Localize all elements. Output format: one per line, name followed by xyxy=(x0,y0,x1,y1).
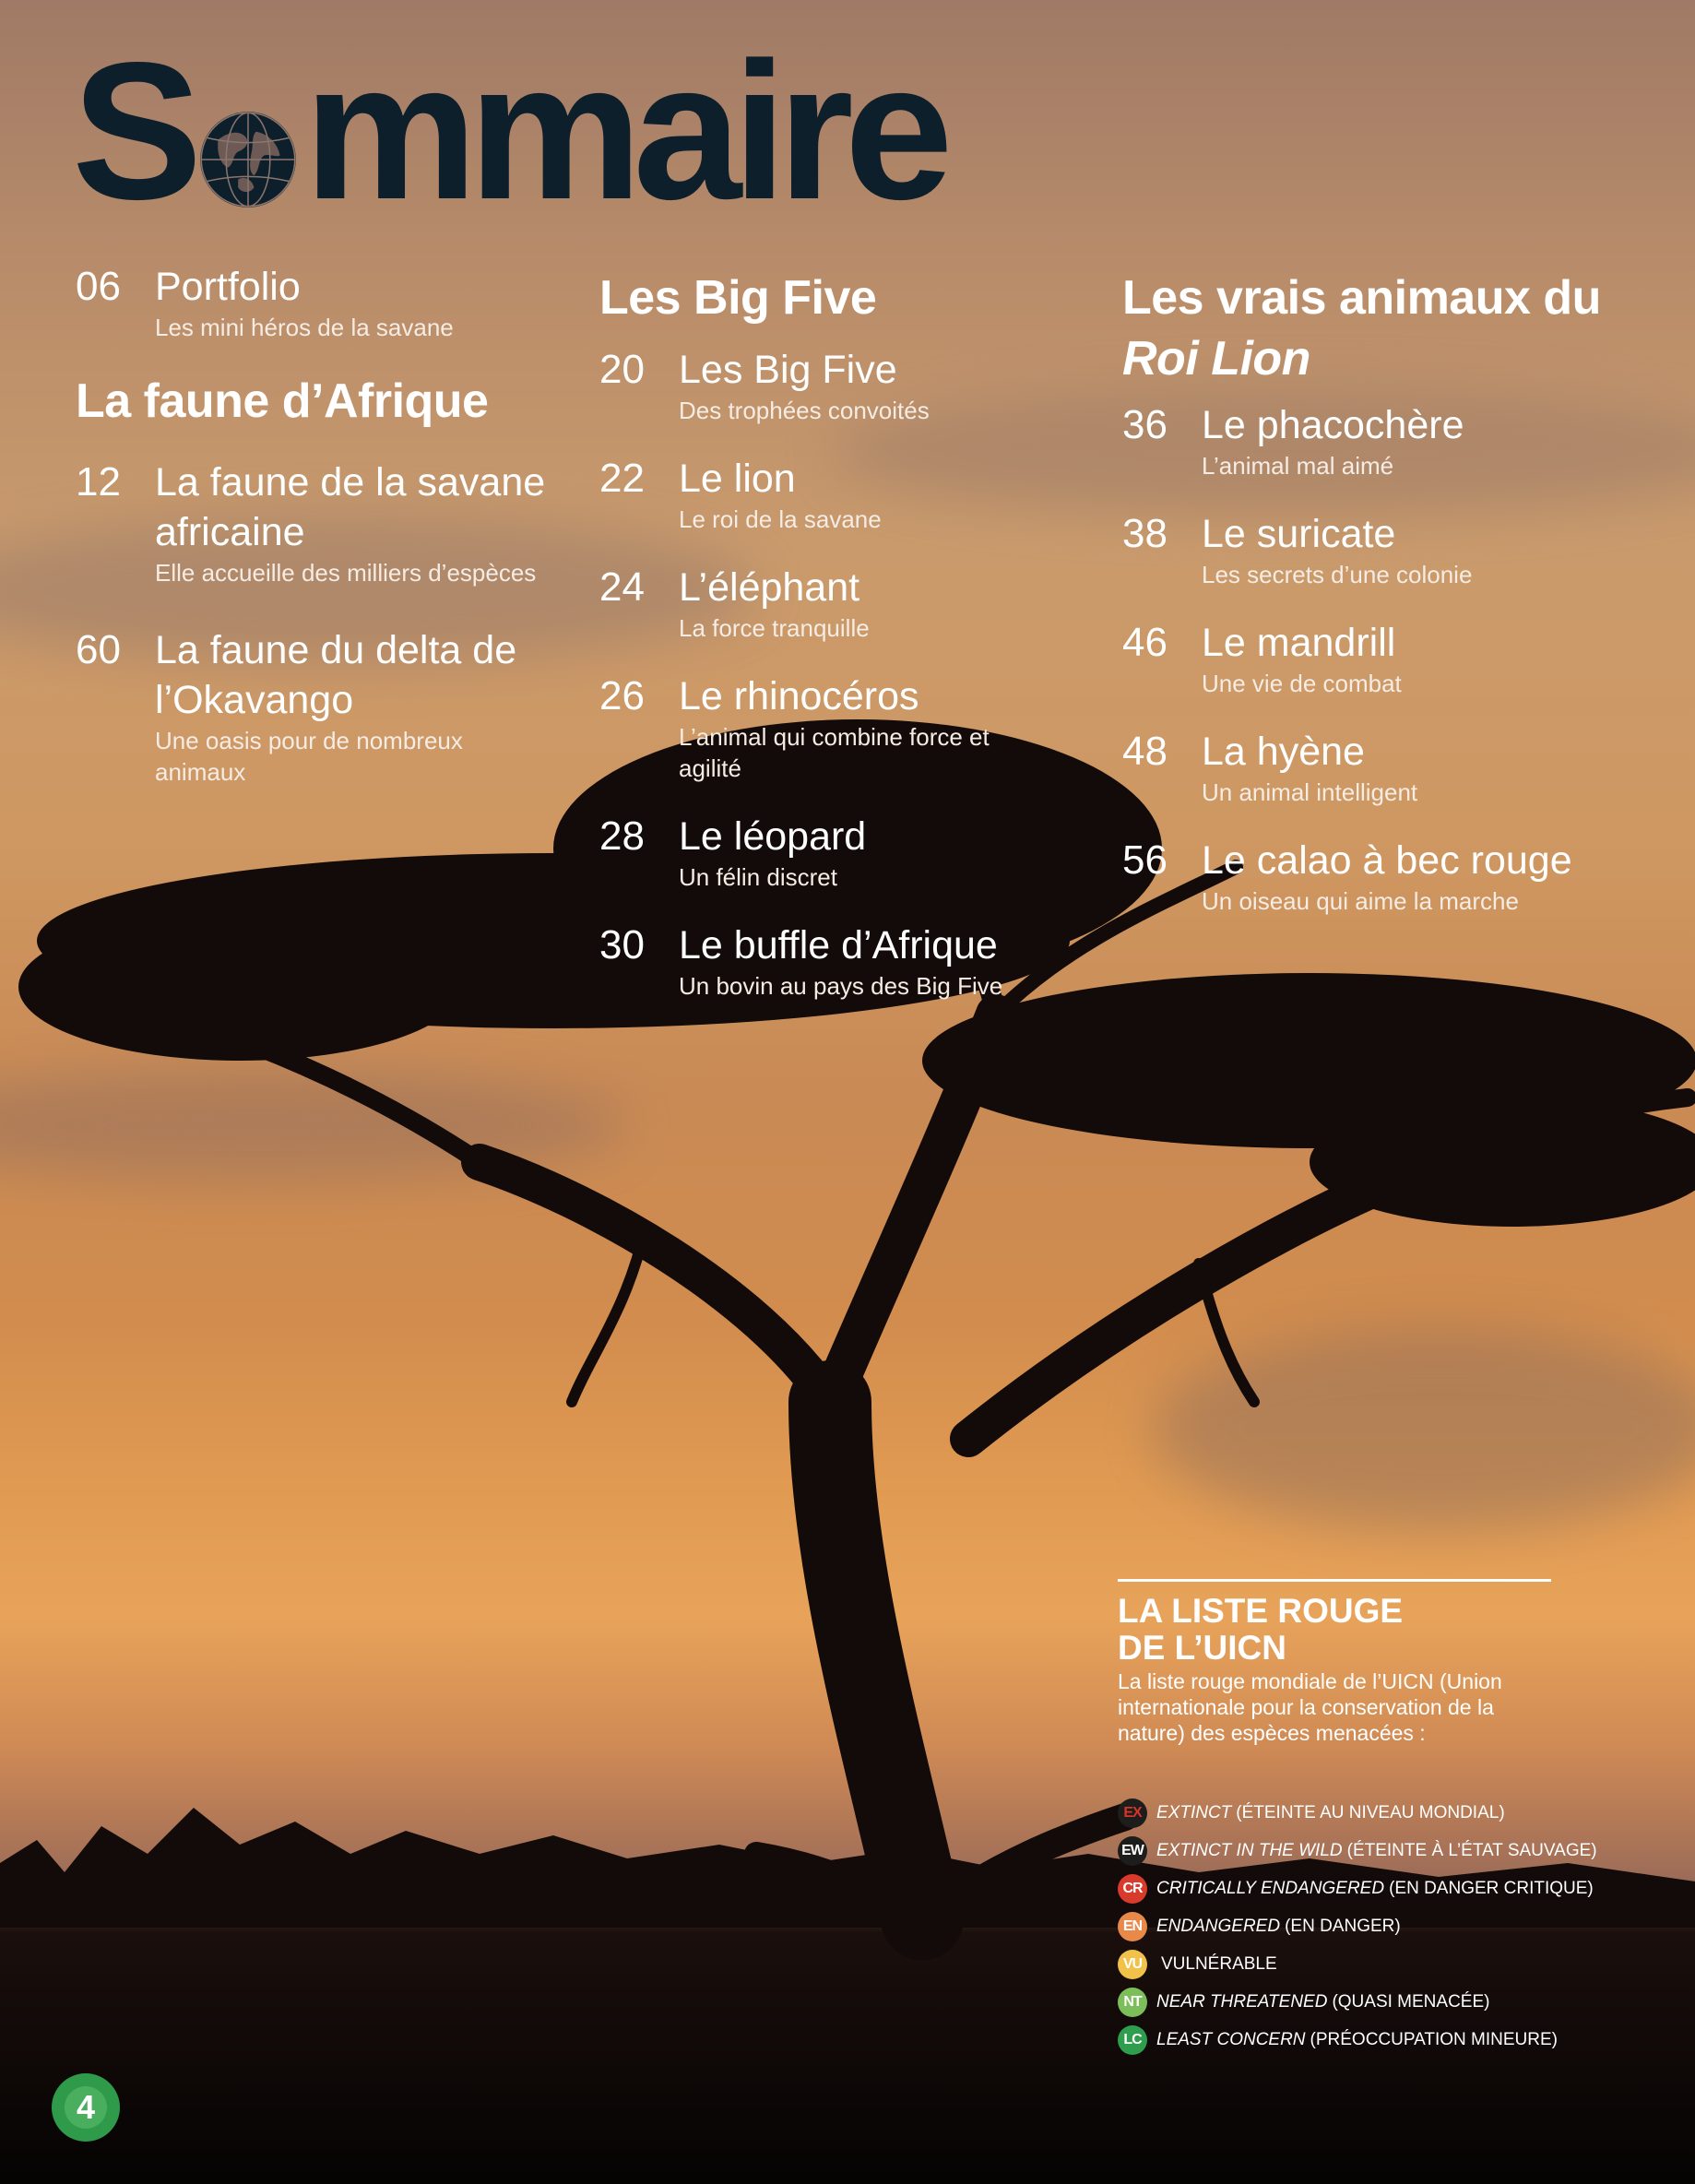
toc-column-1 xyxy=(76,262,555,788)
status-badge: LC xyxy=(1118,2025,1147,2055)
legend-text: (QUASI MENACÉE) xyxy=(1332,1991,1490,2012)
entry-title: La hyène xyxy=(1202,730,1365,774)
toc-entry[interactable] xyxy=(1122,727,1639,808)
page-number-badge xyxy=(52,2073,120,2142)
toc-entry[interactable] xyxy=(1122,509,1639,590)
legend-item xyxy=(1118,1983,1551,2021)
toc-entry[interactable] xyxy=(599,920,1079,1002)
section-heading: La faune d’Afrique xyxy=(76,374,489,428)
legend-item xyxy=(1118,1869,1594,1907)
legend-text: (EN DANGER) xyxy=(1285,1916,1401,1936)
divider xyxy=(1118,1579,1551,1582)
uicn-heading-line2: DE L’UICN xyxy=(1118,1629,1286,1667)
entry-subtitle: Des trophées convoités xyxy=(679,397,930,424)
entry-subtitle: Un bovin au pays des Big Five xyxy=(679,972,1003,1000)
page-number-label: 12 xyxy=(76,459,121,504)
status-badge: CR xyxy=(1118,1874,1147,1904)
entry-title: L’éléphant xyxy=(679,565,860,610)
toc-entry[interactable] xyxy=(1122,400,1639,481)
toc-entry[interactable] xyxy=(599,345,1079,426)
entry-title: Le léopard xyxy=(679,814,867,859)
legend-text: (ÉTEINTE AU NIVEAU MONDIAL) xyxy=(1236,1802,1505,1822)
legend-italic: ENDANGERED xyxy=(1156,1916,1281,1936)
toc-entry[interactable] xyxy=(599,812,1079,893)
uicn-red-list-box xyxy=(1118,1579,1597,2059)
legend-item xyxy=(1118,2021,1558,2059)
toc-column-2 xyxy=(599,267,1079,1002)
page-number-label: 26 xyxy=(599,673,645,718)
entry-title: Le suricate xyxy=(1202,512,1396,556)
page-number-label: 60 xyxy=(76,627,121,672)
legend-italic: LEAST CONCERN xyxy=(1156,2029,1306,2049)
toc-entry[interactable] xyxy=(1122,836,1639,917)
entry-subtitle: L’animal mal aimé xyxy=(1202,452,1394,480)
legend-item xyxy=(1118,1945,1551,1983)
status-badge: EN xyxy=(1118,1912,1147,1941)
section-heading: Les Big Five xyxy=(599,271,877,325)
entry-title: Le mandrill xyxy=(1202,621,1396,665)
toc-entry[interactable] xyxy=(599,671,1079,784)
globe-icon xyxy=(198,110,298,209)
legend-italic: EXTINCT xyxy=(1156,1802,1232,1822)
page-number-label: 30 xyxy=(599,922,645,967)
title-text-after: mmaire xyxy=(303,21,944,240)
entry-title: Portfolio xyxy=(155,265,301,309)
legend-item xyxy=(1118,1832,1597,1869)
legend-text: (PRÉOCCUPATION MINEURE) xyxy=(1310,2029,1558,2049)
section-heading xyxy=(1122,267,1639,389)
page-number-label: 24 xyxy=(599,564,645,610)
uicn-legend xyxy=(1118,1794,1597,2059)
page-number-label: 06 xyxy=(76,264,121,309)
entry-subtitle: Elle accueille des milliers d’espèces xyxy=(155,559,537,587)
entry-subtitle: Les mini héros de la savane xyxy=(155,314,454,341)
legend-italic: NEAR THREATENED xyxy=(1156,1991,1328,2012)
entry-subtitle: La force tranquille xyxy=(679,614,870,642)
toc-entry[interactable] xyxy=(76,262,555,343)
entry-subtitle: Un animal intelligent xyxy=(1202,778,1418,806)
page-number-label: 20 xyxy=(599,347,645,392)
toc-column-3 xyxy=(1122,267,1639,917)
entry-title: Le phacochère xyxy=(1202,403,1464,447)
page-number-label: 48 xyxy=(1122,729,1168,774)
uicn-heading-line1: LA LISTE ROUGE xyxy=(1118,1592,1404,1630)
status-badge: EX xyxy=(1118,1798,1147,1828)
entry-title: La faune de la savane africaine xyxy=(155,460,546,554)
legend-italic: EXTINCT IN THE WILD xyxy=(1156,1840,1343,1860)
page-title xyxy=(72,21,944,240)
toc-entry[interactable] xyxy=(76,625,555,788)
page-number-label: 38 xyxy=(1122,511,1168,556)
entry-title: Le buffle d’Afrique xyxy=(679,923,998,967)
entry-title: Les Big Five xyxy=(679,348,897,392)
page-number-label: 56 xyxy=(1122,837,1168,883)
entry-subtitle: Un félin discret xyxy=(679,863,837,891)
status-badge: VU xyxy=(1118,1950,1147,1979)
entry-subtitle: Les secrets d’une colonie xyxy=(1202,561,1473,588)
page-number-label: 46 xyxy=(1122,620,1168,665)
status-badge: NT xyxy=(1118,1988,1147,2017)
title-text-before: S xyxy=(72,21,194,240)
entry-title: La faune du delta de l’Okavango xyxy=(155,628,517,722)
uicn-description: La liste rouge mondiale de l’UICN (Union internationale pour la conservation de la nature) des espèces menacées : xyxy=(1118,1669,1502,1745)
uicn-heading xyxy=(1118,1593,1551,1667)
entry-subtitle: L’animal qui combine force et agilité xyxy=(679,723,990,782)
entry-subtitle: Le roi de la savane xyxy=(679,505,882,533)
page-number-label: 36 xyxy=(1122,402,1168,447)
entry-subtitle: Une vie de combat xyxy=(1202,670,1402,697)
entry-title: Le rhinocéros xyxy=(679,674,919,718)
entry-title: Le lion xyxy=(679,457,796,501)
page-number-label: 22 xyxy=(599,456,645,501)
legend-item xyxy=(1118,1794,1551,1832)
legend-text: (EN DANGER CRITIQUE) xyxy=(1389,1878,1594,1898)
toc-entry[interactable] xyxy=(1122,618,1639,699)
page-number-label: 28 xyxy=(599,813,645,859)
status-badge: EW xyxy=(1118,1836,1147,1866)
entry-subtitle: Un oiseau qui aime la marche xyxy=(1202,887,1519,915)
entry-title: Le calao à bec rouge xyxy=(1202,838,1572,883)
legend-text: VULNÉRABLE xyxy=(1161,1953,1277,1974)
legend-item xyxy=(1118,1907,1551,1945)
toc-entry[interactable] xyxy=(599,454,1079,535)
legend-text: (ÉTEINTE À L’ÉTAT SAUVAGE) xyxy=(1346,1840,1597,1860)
toc-entry[interactable] xyxy=(599,563,1079,644)
section-heading-text: Les vrais animaux du xyxy=(1122,271,1601,325)
legend-italic: CRITICALLY ENDANGERED xyxy=(1156,1878,1385,1898)
entry-subtitle: Une oasis pour de nombreux animaux xyxy=(155,727,463,786)
page-number: 4 xyxy=(76,2088,96,2126)
toc-entry[interactable] xyxy=(76,457,555,588)
section-heading-italic: Roi Lion xyxy=(1122,332,1310,386)
